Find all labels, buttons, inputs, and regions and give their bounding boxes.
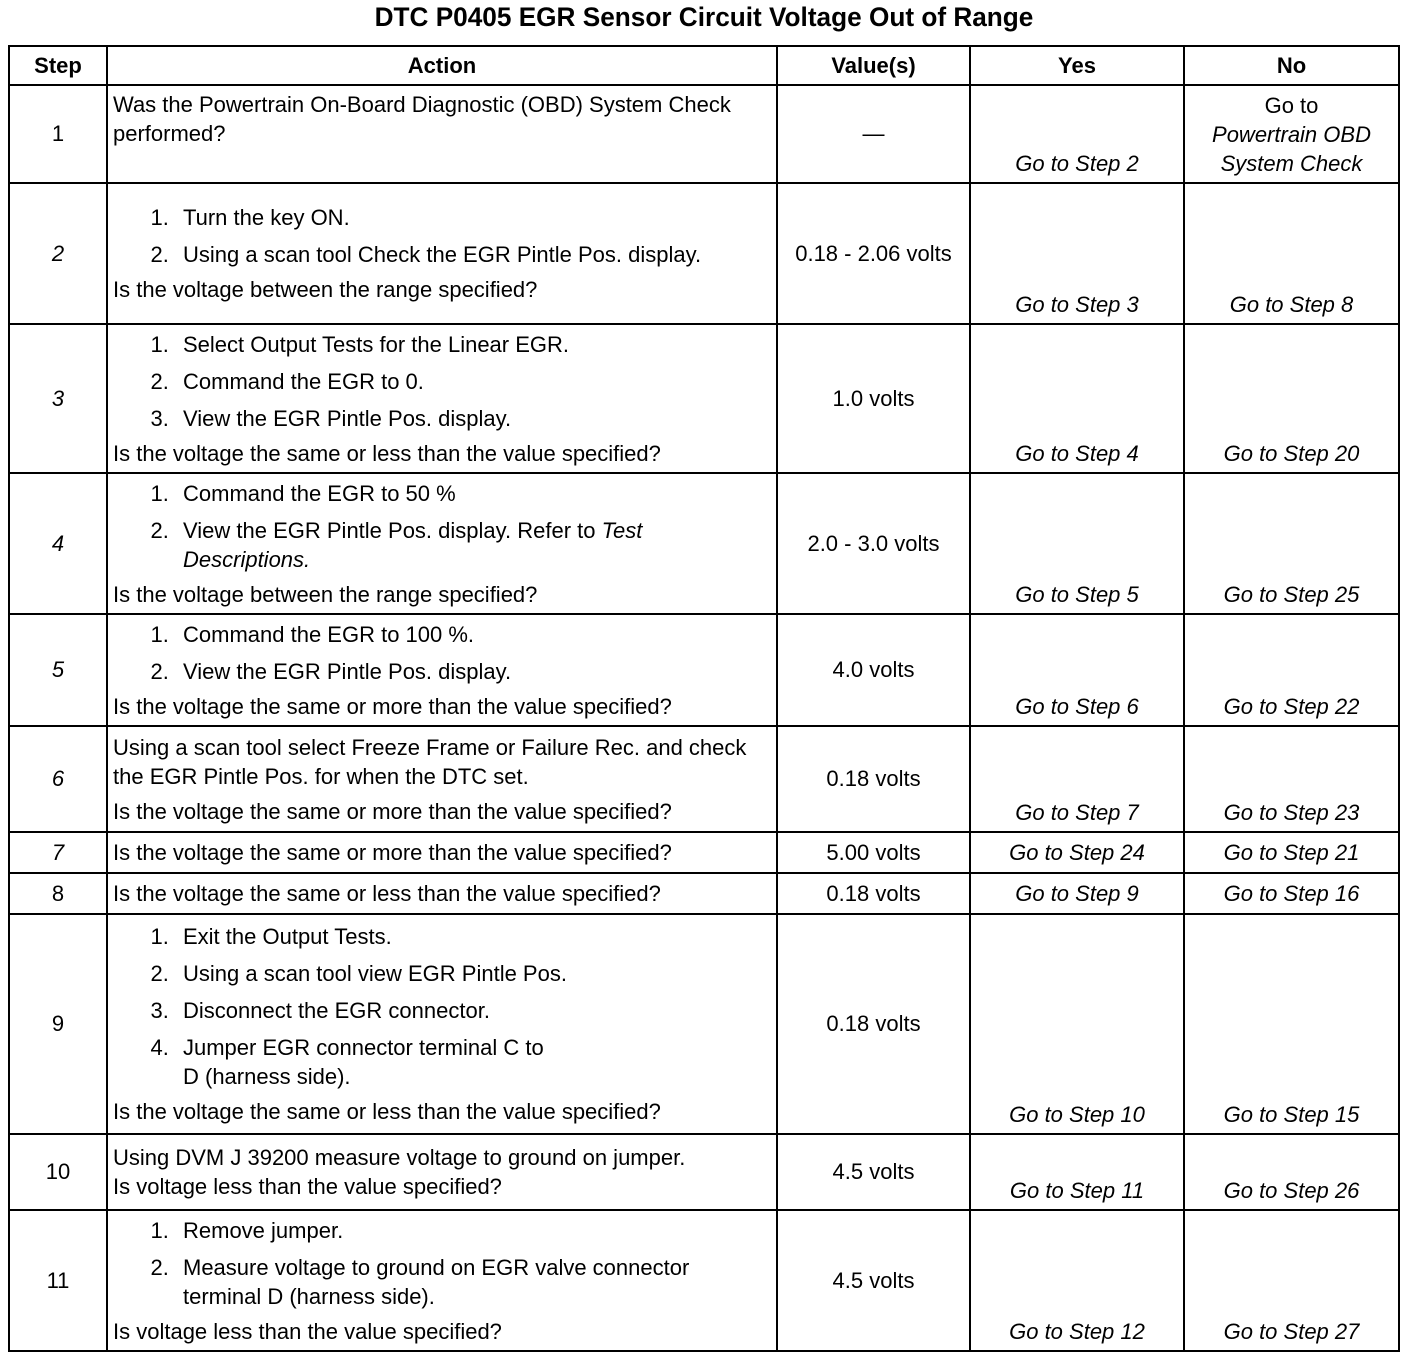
yes-link[interactable]: Go to Step 6 [970, 614, 1184, 726]
question-text: Is voltage less than the value specified? [113, 1174, 502, 1199]
action-cell [107, 1134, 777, 1210]
value-cell: 0.18 volts [777, 873, 970, 914]
header-action: Action [107, 46, 777, 85]
question-text: Is the voltage the same or less than the value specified? [113, 1099, 661, 1124]
value-cell: 5.00 volts [777, 832, 970, 873]
action-cell [107, 85, 777, 183]
table-row [9, 85, 1399, 183]
step-number: 9 [9, 914, 107, 1134]
step-number: 1 [9, 85, 107, 183]
no-link[interactable]: Go to Step 23 [1184, 726, 1399, 832]
action-step: 2. Using a scan tool Check the EGR Pintle Pos. display. [175, 240, 770, 269]
action-step: 2. Using a scan tool view EGR Pintle Pos. [175, 959, 770, 988]
question-text: Is the voltage the same or more than the value specified? [113, 798, 672, 824]
action-cell [107, 324, 777, 473]
yes-link[interactable]: Go to Step 10 [970, 914, 1184, 1134]
action-step: 1. Command the EGR to 50 % [175, 479, 770, 508]
value-cell: 1.0 volts [777, 324, 970, 473]
action-step: 3. Disconnect the EGR connector. [175, 996, 770, 1025]
page-title: DTC P0405 EGR Sensor Circuit Voltage Out of Range [374, 2, 1034, 32]
table-row [9, 832, 1399, 873]
step-number: 6 [9, 726, 107, 832]
action-step: 4. Jumper EGR connector terminal C to D (harness side). [175, 1033, 770, 1091]
value-cell: 4.5 volts [777, 1210, 970, 1351]
step-number: 5 [9, 614, 107, 726]
step-number: 3 [9, 324, 107, 473]
table-row [9, 183, 1399, 324]
table-row [9, 324, 1399, 473]
table-row [9, 473, 1399, 614]
action-cell [107, 183, 777, 324]
value-cell: 4.0 volts [777, 614, 970, 726]
no-link[interactable]: Go to Step 15 [1184, 914, 1399, 1134]
header-no: No [1184, 46, 1399, 85]
no-link[interactable]: Go to Step 20 [1184, 324, 1399, 473]
yes-link[interactable]: Go to Step 5 [970, 473, 1184, 614]
action-step: 2. Measure voltage to ground on EGR valve connector terminal D (harness side). [175, 1253, 770, 1311]
yes-link[interactable]: Go to Step 12 [970, 1210, 1184, 1351]
action-text: Using a scan tool select Freeze Frame or Failure Rec. and check the EGR Pintle Pos. for when the DTC set. [113, 734, 747, 789]
action-step: 1. Turn the key ON. [175, 203, 770, 232]
action-cell [107, 832, 777, 873]
action-step: 1. Remove jumper. [175, 1216, 770, 1245]
no-link[interactable]: Go to Step 22 [1184, 614, 1399, 726]
header-values: Value(s) [777, 46, 970, 85]
action-cell [107, 914, 777, 1134]
yes-link[interactable]: Go to Step 2 [970, 85, 1184, 183]
value-cell: — [777, 85, 970, 183]
question-text: Is the voltage the same or more than the value specified? [113, 840, 672, 865]
value-cell: 0.18 volts [777, 726, 970, 832]
step-number: 4 [9, 473, 107, 614]
question-text: Is the voltage the same or more than the value specified? [113, 693, 672, 719]
action-cell [107, 1210, 777, 1351]
question-text: Is the voltage between the range specified? [113, 277, 538, 302]
action-step: 2. View the EGR Pintle Pos. display. [175, 657, 770, 686]
step-number: 10 [9, 1134, 107, 1210]
no-cell [1184, 85, 1399, 183]
value-cell: 4.5 volts [777, 1134, 970, 1210]
action-cell [107, 473, 777, 614]
diagnostic-table [8, 45, 1400, 1352]
no-reference-link[interactable]: Powertrain OBD System Check [1212, 121, 1371, 176]
test-descriptions-link[interactable]: Test Descriptions. [183, 517, 643, 572]
value-cell: 0.18 volts [777, 914, 970, 1134]
action-cell [107, 873, 777, 914]
table-row [9, 614, 1399, 726]
action-step: 3. View the EGR Pintle Pos. display. [175, 404, 770, 433]
table-row [9, 873, 1399, 914]
no-link[interactable]: Go to Step 21 [1184, 832, 1399, 873]
no-link[interactable]: Go to Step 16 [1184, 873, 1399, 914]
no-prefix: Go to [1264, 92, 1319, 118]
action-step: 2. Command the EGR to 0. [175, 367, 770, 396]
action-step: 1. Exit the Output Tests. [175, 922, 770, 951]
yes-link[interactable]: Go to Step 11 [970, 1134, 1184, 1210]
step-number: 7 [9, 832, 107, 873]
step-number: 11 [9, 1210, 107, 1351]
header-row [9, 46, 1399, 85]
header-step: Step [9, 46, 107, 85]
no-link[interactable]: Go to Step 8 [1184, 183, 1399, 324]
no-link[interactable]: Go to Step 26 [1184, 1134, 1399, 1210]
table-row [9, 1134, 1399, 1210]
yes-link[interactable]: Go to Step 9 [970, 873, 1184, 914]
action-step: 1. Select Output Tests for the Linear EGR. [175, 330, 770, 359]
table-row [9, 726, 1399, 832]
action-step [175, 516, 770, 574]
header-yes: Yes [970, 46, 1184, 85]
step-number: 8 [9, 873, 107, 914]
yes-link[interactable]: Go to Step 7 [970, 726, 1184, 832]
question-text: Is voltage less than the value specified? [113, 1318, 502, 1344]
action-text: Using DVM J 39200 measure voltage to ground on jumper. [113, 1145, 686, 1170]
table-row [9, 914, 1399, 1134]
yes-link[interactable]: Go to Step 3 [970, 183, 1184, 324]
value-cell: 0.18 - 2.06 volts [777, 183, 970, 324]
yes-link[interactable]: Go to Step 24 [970, 832, 1184, 873]
action-step: 1. Command the EGR to 100 %. [175, 620, 770, 649]
yes-link[interactable]: Go to Step 4 [970, 324, 1184, 473]
step-number: 2 [9, 183, 107, 324]
question-text: Is the voltage the same or less than the value specified? [113, 881, 661, 906]
no-link[interactable]: Go to Step 25 [1184, 473, 1399, 614]
question-text: Is the voltage the same or less than the value specified? [113, 440, 661, 466]
action-text: Was the Powertrain On-Board Diagnostic (OBD) System Check performed? [113, 92, 731, 146]
action-cell [107, 726, 777, 832]
no-link[interactable]: Go to Step 27 [1184, 1210, 1399, 1351]
value-cell: 2.0 - 3.0 volts [777, 473, 970, 614]
action-step-text: View the EGR Pintle Pos. display. Refer to [183, 517, 602, 543]
table-row [9, 1210, 1399, 1351]
action-cell [107, 614, 777, 726]
question-text: Is the voltage between the range specified? [113, 581, 538, 607]
